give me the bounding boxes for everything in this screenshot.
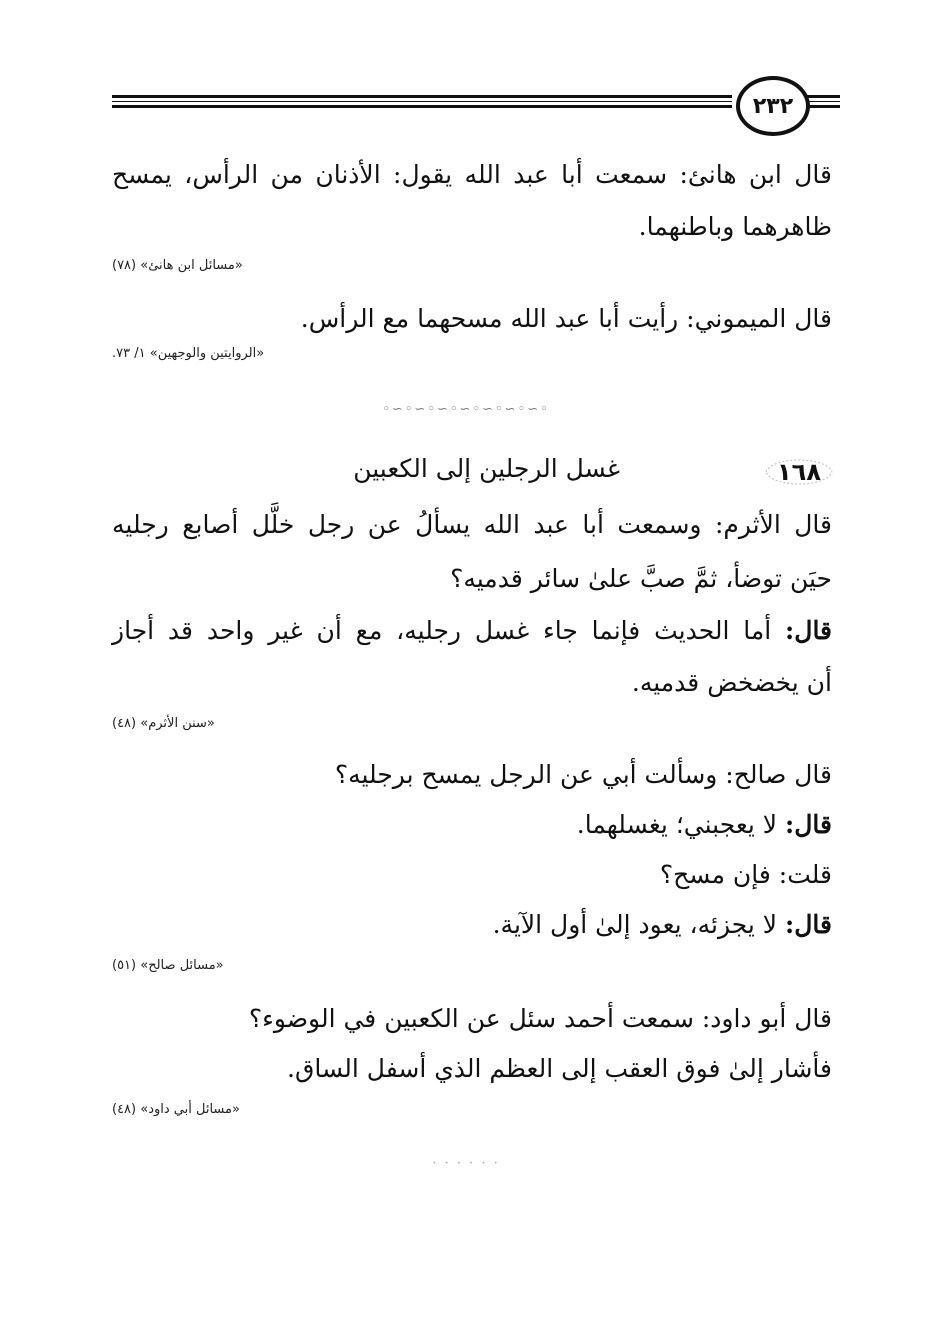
- answer-line: [577, 808, 832, 842]
- header-rule: [806, 101, 840, 102]
- answer-label: قال:: [785, 910, 832, 939]
- text-line: قال الميموني: رأيت أبا عبد الله مسحهما مع الرأس.: [300, 304, 832, 333]
- answer-text: لا يعجبني؛ يغسلهما.: [576, 810, 778, 839]
- header-rule: [112, 95, 732, 98]
- text-line: قال ابن هانئ: سمعت أبا عبد الله يقول: الأذنان من الرأس، يمسح: [112, 160, 832, 189]
- answer-label: قال:: [785, 616, 833, 645]
- text-line: قال صالح: وسألت أبي عن الرجل يمسح برجليه؟: [334, 760, 832, 789]
- page-number: ٢٣٢: [736, 76, 810, 136]
- header-rule: [806, 105, 840, 108]
- answer-text: لا يجزئه، يعود إلىٰ أول الآية.: [492, 910, 778, 939]
- text-line: فأشار إلىٰ فوق العقب إلى العظم الذي أسفل الساق.: [287, 1054, 832, 1083]
- text-line: ظاهرهما وباطنهما.: [638, 212, 832, 241]
- source-citation: «الروايتين والوجهين» ١/ ٧٣.: [112, 346, 265, 361]
- source-citation: «سنن الأثرم» (٤٨): [112, 716, 215, 731]
- answer-text: أما الحديث فإنما جاء غسل رجليه، مع أن غير واحد قد أجاز: [112, 616, 772, 645]
- text-line: حيَن توضأ، ثمَّ صبَّ علىٰ سائر قدميه؟: [450, 564, 832, 593]
- answer-line: [112, 614, 832, 648]
- ornament-divider: · · · · · ·: [432, 1156, 500, 1171]
- source-citation: «مسائل صالح» (٥١): [112, 958, 224, 973]
- source-citation: «مسائل ابن هانئ» (٧٨): [112, 258, 243, 273]
- header-rule: [112, 101, 732, 102]
- text-line: قلت: فإن مسح؟: [659, 860, 832, 889]
- text-line: قال أبو داود: سمعت أحمد سئل عن الكعبين في الوضوء؟: [248, 1004, 832, 1033]
- text-line: أن يخضخض قدميه.: [631, 668, 832, 697]
- source-citation: «مسائل أبي داود» (٤٨): [112, 1102, 240, 1117]
- section-number-badge: [758, 450, 840, 494]
- answer-line: [493, 908, 832, 942]
- header-rule: [112, 105, 732, 108]
- text-line: قال الأثرم: وسمعت أبا عبد الله يسألُ عن رجل خلَّل أصابع رجليه: [112, 510, 832, 539]
- section-title: غسل الرجلين إلى الكعبين: [353, 454, 620, 483]
- ornament-divider: ◦∽◦∽◦∽◦∽◦∽◦∽◦∽◦: [382, 402, 550, 417]
- answer-label: قال:: [785, 810, 832, 839]
- section-number: ١٦٨: [777, 458, 821, 486]
- header-rule: [806, 95, 840, 98]
